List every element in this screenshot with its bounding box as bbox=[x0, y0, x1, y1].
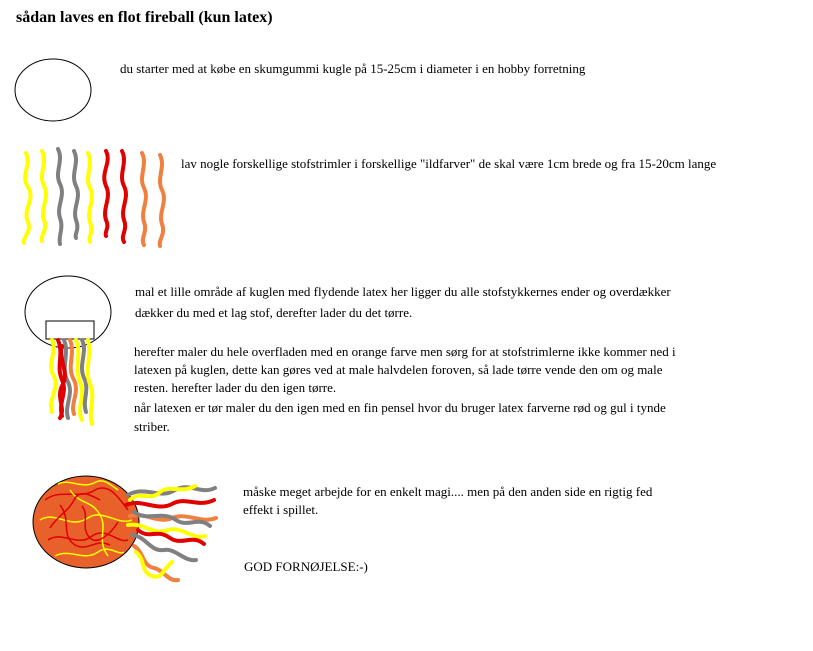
closing-text: GOD FORNØJELSE:-) bbox=[244, 559, 368, 574]
step-3-line-1: mal et lille område af kuglen med flydende latex her ligger du alle stofstykkernes ender og overdækker bbox=[135, 284, 671, 299]
step-4-line-1: herefter maler du hele overfladen med en orange farve men sørg for at stofstrimlerne ikke kommer ned i bbox=[134, 344, 676, 359]
step-4-line-5: striber. bbox=[134, 419, 170, 434]
step-2-text: lav nogle forskellige stofstrimler i forskellige "ildfarver" de skal være 1cm brede og fra 15-20cm lange bbox=[181, 156, 717, 171]
step-4-line-4: når latexen er tør maler du den igen med en fin pensel hvor du bruger latex farverne rød og gul i tynde bbox=[134, 400, 666, 415]
step-4-line-2: latexen på kuglen, dette kan gøres ved at male halvdelen foroven, så lade tørre vende den om og male bbox=[134, 362, 663, 377]
step-4-line-3: resten. herefter lader du den igen tørre. bbox=[134, 380, 337, 395]
step-5-line-2: effekt i spillet. bbox=[243, 502, 319, 517]
page-title: sådan laves en flot fireball (kun latex) bbox=[16, 9, 273, 26]
step-3-line-2: dækker du med et lag stof, derefter lader du det tørre. bbox=[135, 305, 413, 320]
step-5-line-1: måske meget arbejde for en enkelt magi.... men på den anden side en rigtig fed bbox=[243, 484, 653, 499]
step-1-text: du starter med at købe en skumgummi kugle på 15-25cm i diameter i en hobby forretning bbox=[120, 61, 586, 76]
